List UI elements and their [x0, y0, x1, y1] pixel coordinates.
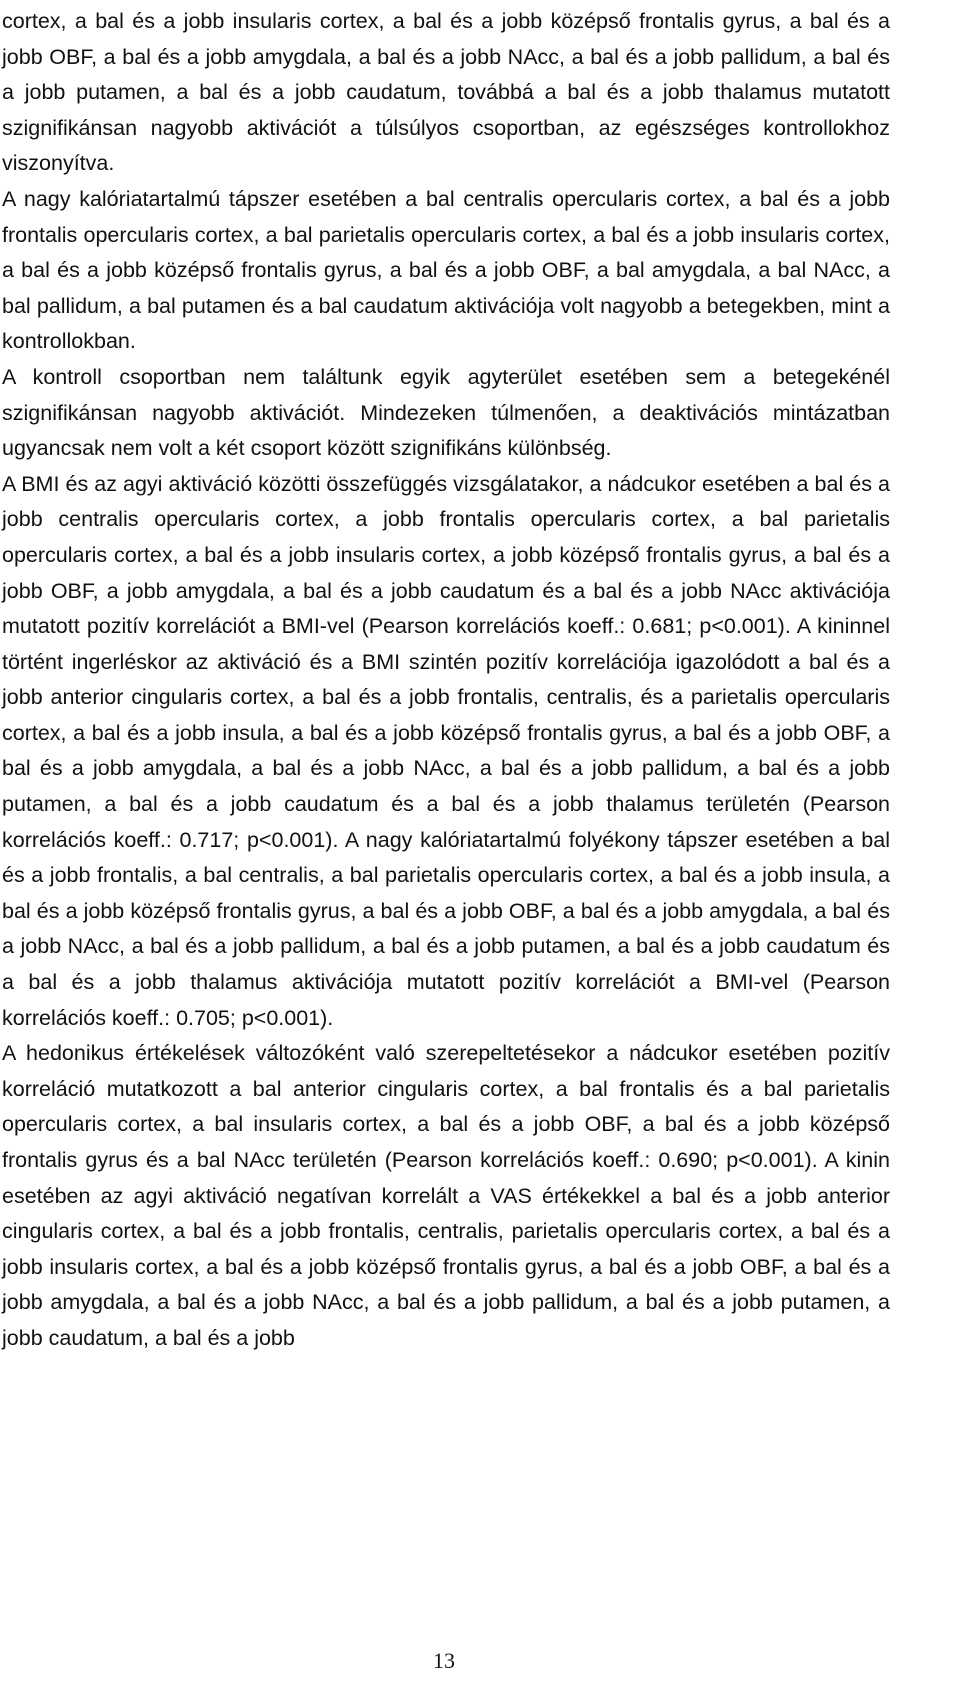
paragraph-1: cortex, a bal és a jobb insularis cortex, a bal és a jobb középső frontalis gyrus, a bal és a jobb OBF, a bal és a jobb amygdala, a bal és a jobb NAcc, a bal és a jobb pallidum, a bal és a jobb putamen, a bal és a jobb caudatum, továbbá a bal és a jobb thalamus mutatott szignifikánsan nagyobb aktivációt a túlsúlyos csoportban, az egészséges kontrollokhoz viszonyítva.: [2, 9, 890, 176]
paragraph-2: A nagy kalóriatartalmú tápszer esetében a bal centralis opercularis cortex, a bal és a jobb frontalis opercularis cortex, a bal parietalis opercularis cortex, a bal és a jobb insularis cortex, a bal és a jobb középső frontalis gyrus, a bal és a jobb OBF, a bal amygdala, a bal NAcc, a bal pallidum, a bal putamen és a bal caudatum aktivációja volt nagyobb a betegekben, mint a kontrollokban.: [2, 186, 890, 354]
body-text: [2, 4, 890, 1357]
paragraph-3: A kontroll csoportban nem találtunk egyik agyterület esetében sem a betegekénél szignifikánsan nagyobb aktivációt. Mindezeken túlmenően, a deaktivációs mintázatban ugyancsak nem volt a két csoport között szignifikáns különbség.: [2, 364, 890, 461]
paragraph-5: A hedonikus értékelések változóként való szerepeltetésekor a nádcukor esetében pozitív korreláció mutatkozott a bal anterior cingularis cortex, a bal frontalis és a bal parietalis opercularis cortex, a bal insularis cortex, a bal és a jobb OBF, a bal és a jobb középső frontalis gyrus és a bal NAcc területén (Pearson korrelációs koeff.: 0.690; p<0.001). A kinin esetében az agyi aktiváció negatívan korrelált a VAS értékekkel a bal és a jobb anterior cingularis cortex, a bal és a jobb frontalis, centralis, parietalis opercularis cortex, a bal és a jobb insularis cortex, a bal és a jobb középső frontalis gyrus, a bal és a jobb OBF, a bal és a jobb amygdala, a bal és a jobb NAcc, a bal és a jobb pallidum, a bal és a jobb putamen, a jobb caudatum, a bal és a jobb: [2, 1041, 890, 1350]
page-number: 13: [433, 1648, 455, 1673]
paragraph-4: A BMI és az agyi aktiváció közötti összefüggés vizsgálatakor, a nádcukor esetében a bal és a jobb centralis opercularis cortex, a jobb frontalis opercularis cortex, a bal parietalis opercularis cortex, a bal és a jobb insularis cortex, a jobb középső frontalis gyrus, a bal és a jobb OBF, a jobb amygdala, a bal és a jobb caudatum és a bal és a jobb NAcc aktivációja mutatott pozitív korrelációt a BMI-vel (Pearson korrelációs koeff.: 0.681; p<0.001). A kininnel történt ingerléskor az aktiváció és a BMI szintén pozitív korrelációja igazolódott a bal és a jobb anterior cingularis cortex, a bal és a jobb frontalis, centralis, és a parietalis opercularis cortex, a bal és a jobb insula, a bal és a jobb középső frontalis gyrus, a bal és a jobb OBF, a bal és a jobb amygdala, a bal és a jobb NAcc, a bal és a jobb pallidum, a bal és a jobb putamen, a bal és a jobb caudatum és a bal és a jobb thalamus területén (Pearson korrelációs koeff.: 0.717; p<0.001). A nagy kalóriatartalmú folyékony tápszer esetében a bal és a jobb frontalis, a bal centralis, a bal parietalis opercularis cortex, a bal és a jobb insula, a bal és a jobb középső frontalis gyrus, a bal és a jobb OBF, a bal és a jobb amygdala, a bal és a jobb NAcc, a bal és a jobb pallidum, a bal és a jobb putamen, a bal és a jobb caudatum és a bal és a jobb thalamus aktivációja mutatott pozitív korrelációt a BMI-vel (Pearson korrelációs koeff.: 0.705; p<0.001).: [2, 471, 890, 1030]
